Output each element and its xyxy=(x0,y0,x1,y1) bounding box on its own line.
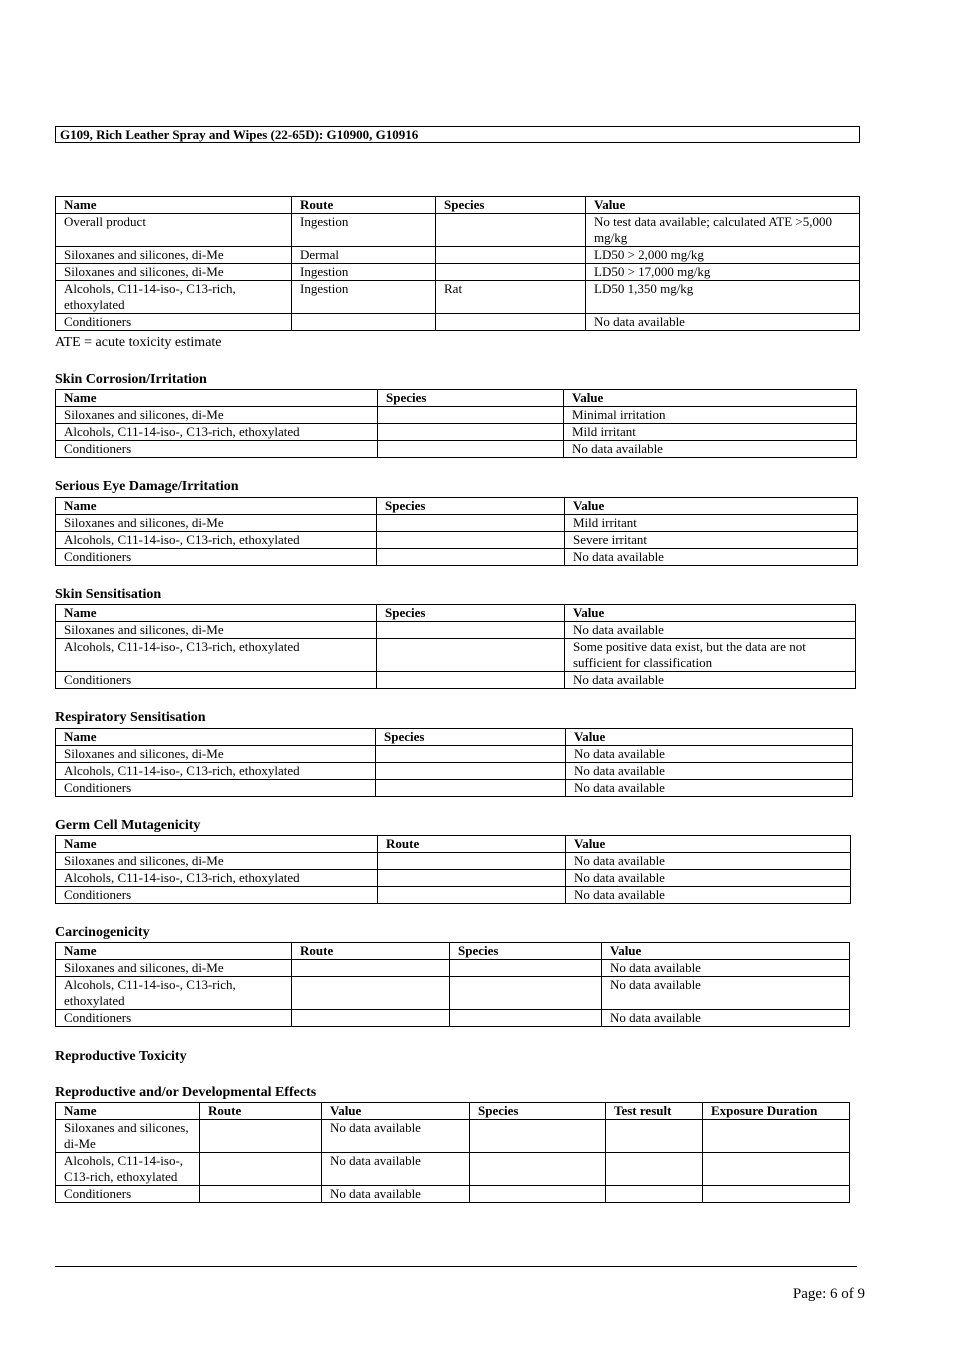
cell-name: Siloxanes and silicones, di-Me xyxy=(56,515,377,532)
cell-value: LD50 > 2,000 mg/kg xyxy=(586,247,860,264)
cell-test-result xyxy=(606,1186,703,1203)
carcinogenicity-table xyxy=(55,942,850,1027)
cell-route xyxy=(378,870,566,887)
respiratory-sensitisation-table xyxy=(55,728,853,797)
cell-value: LD50 1,350 mg/kg xyxy=(586,281,860,314)
cell-name: Alcohols, C11-14-iso-, C13-rich, ethoxylated xyxy=(56,639,377,672)
cell-name: Siloxanes and silicones, di-Me xyxy=(56,407,378,424)
header-name: Name xyxy=(56,1103,200,1120)
cell-species xyxy=(436,264,586,281)
cell-route: Ingestion xyxy=(292,214,436,247)
table-header-row xyxy=(56,605,856,622)
skin-corrosion-table xyxy=(55,389,857,458)
cell-value: No data available xyxy=(566,780,853,797)
header-route: Route xyxy=(200,1103,322,1120)
developmental-table xyxy=(55,1102,850,1203)
table-row xyxy=(56,977,850,1010)
table-row xyxy=(56,1153,850,1186)
section-title-germ-cell: Germ Cell Mutagenicity xyxy=(55,818,201,833)
cell-species xyxy=(450,977,602,1010)
cell-name: Alcohols, C11-14-iso-, C13-rich, ethoxylated xyxy=(56,870,378,887)
document-title: G109, Rich Leather Spray and Wipes (22-65D): G10900, G10916 xyxy=(55,126,860,143)
cell-species xyxy=(376,746,566,763)
cell-value: No test data available; calculated ATE >5,000 mg/kg xyxy=(586,214,860,247)
table-row xyxy=(56,1186,850,1203)
table-row xyxy=(56,763,853,780)
cell-route xyxy=(378,853,566,870)
header-species: Species xyxy=(377,605,565,622)
cell-name: Conditioners xyxy=(56,441,378,458)
header-value: Value xyxy=(564,390,857,407)
cell-name: Alcohols, C11-14-iso-, C13-rich, ethoxylated xyxy=(56,977,292,1010)
header-name: Name xyxy=(56,943,292,960)
header-name: Name xyxy=(56,498,377,515)
ate-note: ATE = acute toxicity estimate xyxy=(55,335,222,350)
cell-value: No data available xyxy=(566,763,853,780)
cell-species xyxy=(377,549,565,566)
cell-species xyxy=(436,314,586,331)
cell-route xyxy=(292,314,436,331)
header-species: Species xyxy=(377,498,565,515)
cell-species xyxy=(376,763,566,780)
header-exposure-duration: Exposure Duration xyxy=(703,1103,850,1120)
cell-name: Conditioners xyxy=(56,1010,292,1027)
cell-route: Dermal xyxy=(292,247,436,264)
table-row xyxy=(56,314,860,331)
skin-sensitisation-table xyxy=(55,604,856,689)
header-value: Value xyxy=(322,1103,470,1120)
cell-value: Mild irritant xyxy=(564,424,857,441)
cell-value: Some positive data exist, but the data are not sufficient for classification xyxy=(565,639,856,672)
table-row xyxy=(56,247,860,264)
cell-species xyxy=(470,1186,606,1203)
cell-name: Overall product xyxy=(56,214,292,247)
cell-species: Rat xyxy=(436,281,586,314)
header-route: Route xyxy=(378,836,566,853)
header-name: Name xyxy=(56,197,292,214)
cell-value: No data available xyxy=(565,549,858,566)
header-value: Value xyxy=(602,943,850,960)
header-value: Value xyxy=(566,729,853,746)
cell-exposure-duration xyxy=(703,1153,850,1186)
table-row xyxy=(56,1010,850,1027)
cell-route: Ingestion xyxy=(292,264,436,281)
cell-value: No data available xyxy=(602,1010,850,1027)
table-row xyxy=(56,672,856,689)
table-row xyxy=(56,532,858,549)
table-row xyxy=(56,549,858,566)
header-test-result: Test result xyxy=(606,1103,703,1120)
page-number: Page: 6 of 9 xyxy=(792,1286,865,1302)
cell-name: Conditioners xyxy=(56,549,377,566)
cell-route xyxy=(200,1120,322,1153)
table-header-row xyxy=(56,729,853,746)
section-title-skin-sensitisation: Skin Sensitisation xyxy=(55,587,162,602)
cell-name: Siloxanes and silicones, di-Me xyxy=(56,746,376,763)
header-route: Route xyxy=(292,943,450,960)
cell-name: Siloxanes and silicones, di-Me xyxy=(56,1120,200,1153)
cell-value: No data available xyxy=(586,314,860,331)
cell-value: No data available xyxy=(566,887,851,904)
germ-cell-table xyxy=(55,835,851,904)
footer-divider xyxy=(55,1266,857,1267)
cell-exposure-duration xyxy=(703,1186,850,1203)
section-title-eye-damage: Serious Eye Damage/Irritation xyxy=(55,479,239,494)
cell-name: Siloxanes and silicones, di-Me xyxy=(56,622,377,639)
cell-route xyxy=(200,1186,322,1203)
cell-name: Alcohols, C11-14-iso-, C13-rich, ethoxylated xyxy=(56,281,292,314)
table-header-row xyxy=(56,1103,850,1120)
header-value: Value xyxy=(586,197,860,214)
cell-species xyxy=(470,1153,606,1186)
cell-value: No data available xyxy=(602,960,850,977)
table-row xyxy=(56,264,860,281)
cell-value: Minimal irritation xyxy=(564,407,857,424)
cell-species xyxy=(450,1010,602,1027)
cell-name: Alcohols, C11-14-iso-, C13-rich, ethoxylated xyxy=(56,1153,200,1186)
cell-value: No data available xyxy=(602,977,850,1010)
table-row xyxy=(56,887,851,904)
cell-test-result xyxy=(606,1153,703,1186)
header-value: Value xyxy=(565,498,858,515)
cell-test-result xyxy=(606,1120,703,1153)
header-species: Species xyxy=(436,197,586,214)
table-row xyxy=(56,639,856,672)
cell-name: Conditioners xyxy=(56,672,377,689)
header-species: Species xyxy=(470,1103,606,1120)
table-row xyxy=(56,424,857,441)
cell-value: Severe irritant xyxy=(565,532,858,549)
cell-species xyxy=(377,639,565,672)
table-row xyxy=(56,1120,850,1153)
cell-name: Siloxanes and silicones, di-Me xyxy=(56,960,292,977)
cell-route xyxy=(292,977,450,1010)
table-row xyxy=(56,622,856,639)
cell-species xyxy=(378,441,564,458)
table-row xyxy=(56,870,851,887)
table-header-row xyxy=(56,836,851,853)
section-title-developmental: Reproductive and/or Developmental Effects xyxy=(55,1085,317,1100)
section-title-respiratory-sensitisation: Respiratory Sensitisation xyxy=(55,710,206,725)
cell-species xyxy=(450,960,602,977)
cell-name: Conditioners xyxy=(56,887,378,904)
header-name: Name xyxy=(56,836,378,853)
header-value: Value xyxy=(565,605,856,622)
cell-species xyxy=(377,515,565,532)
table-row xyxy=(56,441,857,458)
cell-value: No data available xyxy=(565,672,856,689)
cell-value: Mild irritant xyxy=(565,515,858,532)
table-header-row xyxy=(56,498,858,515)
table-header-row xyxy=(56,943,850,960)
table-header-row xyxy=(56,197,860,214)
cell-name: Siloxanes and silicones, di-Me xyxy=(56,264,292,281)
cell-species xyxy=(377,672,565,689)
cell-name: Conditioners xyxy=(56,780,376,797)
cell-name: Alcohols, C11-14-iso-, C13-rich, ethoxylated xyxy=(56,424,378,441)
table-row xyxy=(56,214,860,247)
section-title-carcinogenicity: Carcinogenicity xyxy=(55,925,150,940)
cell-species xyxy=(436,214,586,247)
section-title-skin-corrosion: Skin Corrosion/Irritation xyxy=(55,372,207,387)
cell-value: LD50 > 17,000 mg/kg xyxy=(586,264,860,281)
cell-name: Siloxanes and silicones, di-Me xyxy=(56,247,292,264)
header-route: Route xyxy=(292,197,436,214)
cell-exposure-duration xyxy=(703,1120,850,1153)
cell-species xyxy=(376,780,566,797)
table-row xyxy=(56,281,860,314)
header-name: Name xyxy=(56,605,377,622)
cell-species xyxy=(378,407,564,424)
table-row xyxy=(56,407,857,424)
table-row xyxy=(56,960,850,977)
cell-species xyxy=(377,622,565,639)
cell-name: Conditioners xyxy=(56,314,292,331)
cell-value: No data available xyxy=(565,622,856,639)
cell-value: No data available xyxy=(566,870,851,887)
cell-species xyxy=(436,247,586,264)
header-value: Value xyxy=(566,836,851,853)
cell-value: No data available xyxy=(564,441,857,458)
cell-name: Conditioners xyxy=(56,1186,200,1203)
cell-route xyxy=(200,1153,322,1186)
table-row xyxy=(56,746,853,763)
cell-route xyxy=(292,1010,450,1027)
cell-value: No data available xyxy=(322,1153,470,1186)
cell-species xyxy=(470,1120,606,1153)
table-row xyxy=(56,515,858,532)
cell-value: No data available xyxy=(566,746,853,763)
header-species: Species xyxy=(378,390,564,407)
section-title-reproductive: Reproductive Toxicity xyxy=(55,1049,187,1064)
cell-value: No data available xyxy=(322,1186,470,1203)
header-species: Species xyxy=(450,943,602,960)
cell-species xyxy=(377,532,565,549)
cell-value: No data available xyxy=(566,853,851,870)
table-row xyxy=(56,780,853,797)
cell-species xyxy=(378,424,564,441)
cell-name: Siloxanes and silicones, di-Me xyxy=(56,853,378,870)
header-species: Species xyxy=(376,729,566,746)
cell-route: Ingestion xyxy=(292,281,436,314)
cell-value: No data available xyxy=(322,1120,470,1153)
header-name: Name xyxy=(56,729,376,746)
cell-route xyxy=(378,887,566,904)
table-row xyxy=(56,853,851,870)
eye-damage-table xyxy=(55,497,858,566)
table-header-row xyxy=(56,390,857,407)
header-name: Name xyxy=(56,390,378,407)
cell-name: Alcohols, C11-14-iso-, C13-rich, ethoxylated xyxy=(56,763,376,780)
acute-toxicity-table xyxy=(55,196,860,331)
cell-name: Alcohols, C11-14-iso-, C13-rich, ethoxylated xyxy=(56,532,377,549)
cell-route xyxy=(292,960,450,977)
